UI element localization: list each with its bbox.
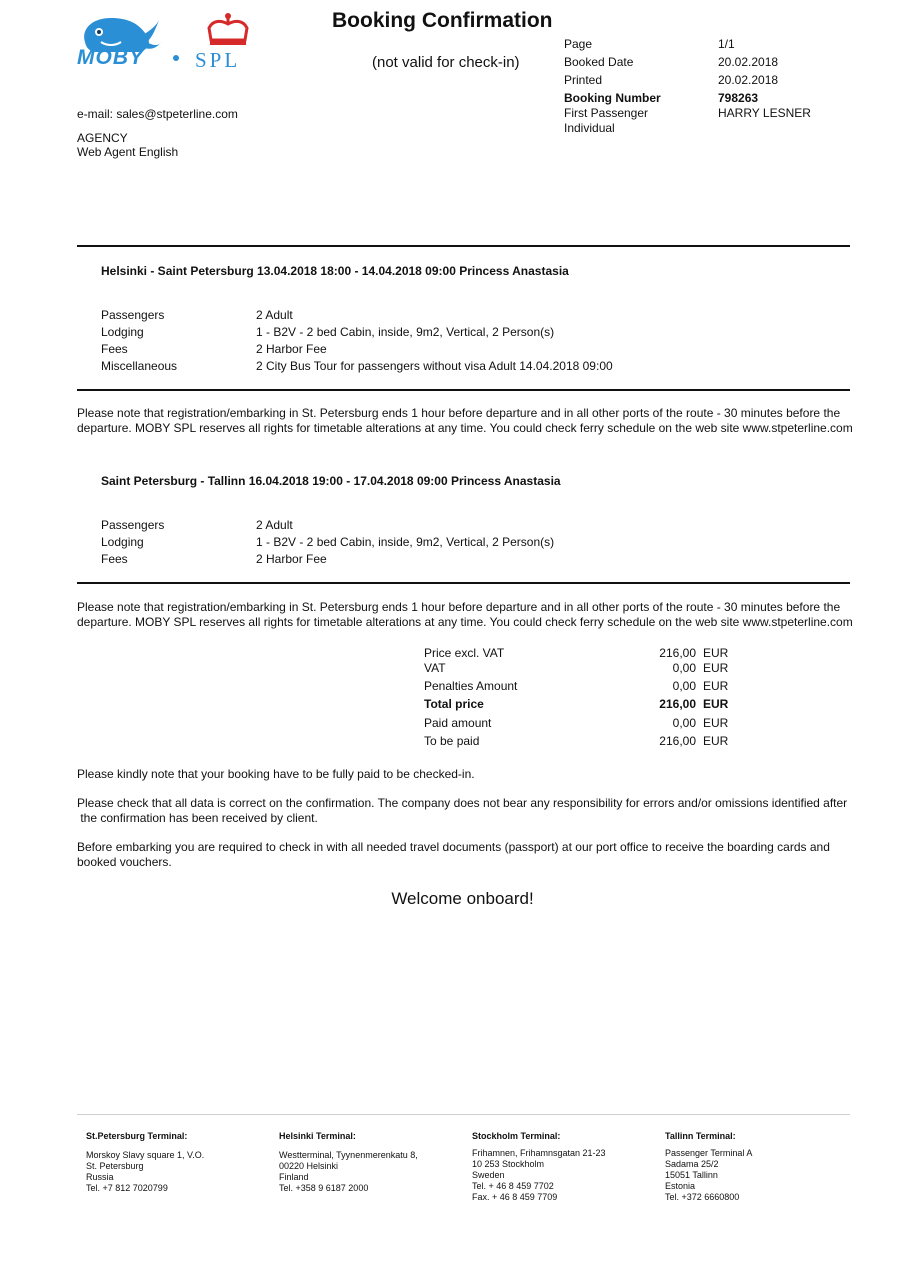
welcome-message: Welcome onboard! — [391, 889, 534, 908]
price-label: Paid amount — [424, 716, 492, 730]
printed-label: Printed — [564, 73, 603, 87]
price-amount: 216,00 — [659, 734, 696, 748]
divider — [77, 582, 850, 584]
total-price-currency: EUR — [703, 697, 729, 711]
footer-divider — [77, 1114, 850, 1115]
moby-logo — [77, 12, 162, 72]
terminal-line: Morskoy Slavy square 1, V.O. — [86, 1150, 205, 1160]
data-check-note — [77, 796, 852, 826]
first-passenger-value: HARRY LESNER — [718, 106, 811, 120]
terminal-line: 15051 Tallinn — [665, 1170, 718, 1180]
row-label: Fees — [101, 342, 128, 356]
terminal-address — [279, 1150, 418, 1194]
booking-number-value: 798263 — [718, 91, 759, 105]
terminal-line: Estonia — [665, 1181, 696, 1191]
price-amount: 0,00 — [672, 716, 696, 730]
total-price-amount: 216,00 — [659, 697, 696, 711]
row-label: Passengers — [101, 308, 165, 322]
terminal-line: Russia — [86, 1172, 114, 1182]
row-label: Miscellaneous — [101, 359, 178, 373]
price-currency: EUR — [703, 716, 729, 730]
row-value: 2 Harbor Fee — [256, 342, 327, 356]
note-line: Before embarking you are required to check in with all needed travel documents (passport) at our port office to receive the boarding cards and — [77, 840, 830, 854]
terminal-title: Stockholm Terminal: — [472, 1131, 561, 1141]
terminal-line: St. Petersburg — [86, 1161, 144, 1171]
note-line: booked vouchers. — [77, 855, 172, 869]
terminal-line: Passenger Terminal A — [665, 1148, 753, 1158]
page-subtitle: (not valid for check-in) — [372, 54, 520, 71]
registration-note — [77, 406, 852, 436]
terminal-line: Westterminal, Tyynenmerenkatu 8, — [279, 1150, 418, 1160]
terminal-title: Helsinki Terminal: — [279, 1131, 356, 1141]
row-value: 2 Harbor Fee — [256, 552, 327, 566]
note-line: the confirmation has been received by client. — [77, 811, 318, 825]
printed-value: 20.02.2018 — [718, 73, 779, 87]
divider — [77, 245, 850, 247]
price-currency: EUR — [703, 734, 729, 748]
row-label: Lodging — [101, 325, 144, 339]
terminal-line: 00220 Helsinki — [279, 1161, 339, 1171]
row-label: Lodging — [101, 535, 144, 549]
terminal-title: Tallinn Terminal: — [665, 1131, 736, 1141]
terminal-line: Tel. + 46 8 459 7702 — [472, 1181, 554, 1191]
note-line: departure. MOBY SPL reserves all rights for timetable alterations at any time. You could check ferry schedule on the web site www.stpeterline.com — [77, 615, 853, 629]
booking-type: Individual — [564, 121, 615, 135]
spl-wordmark: SPL — [195, 48, 241, 72]
price-currency: EUR — [703, 646, 729, 660]
row-label: Passengers — [101, 518, 165, 532]
price-amount: 216,00 — [659, 646, 696, 660]
page-title: Booking Confirmation — [332, 9, 553, 32]
registration-note — [77, 600, 852, 630]
row-value: 2 City Bus Tour for passengers without visa Adult 14.04.2018 09:00 — [256, 359, 613, 373]
moby-wordmark: MOBY — [77, 46, 144, 69]
total-price-label: Total price — [424, 697, 484, 711]
terminal-line: Tel. +372 6660800 — [665, 1192, 740, 1202]
note-line: departure. MOBY SPL reserves all rights for timetable alterations at any time. You could check ferry schedule on the web site www.stpeterline.com — [77, 421, 853, 435]
price-amount: 0,00 — [672, 679, 696, 693]
terminal-line: Tel. +358 9 6187 2000 — [279, 1183, 369, 1193]
agent-name: Web Agent English — [77, 145, 179, 159]
payment-note: Please kindly note that your booking have to be fully paid to be checked-in. — [77, 767, 475, 781]
contact-email: e-mail: sales@stpeterline.com — [77, 107, 238, 121]
booked-date-label: Booked Date — [564, 55, 634, 69]
price-label: Price excl. VAT — [424, 646, 505, 660]
terminal-line: Frihamnen, Frihamnsgatan 21-23 — [472, 1148, 606, 1158]
page-label: Page — [564, 37, 593, 51]
terminal-title: St.Petersburg Terminal: — [86, 1131, 188, 1141]
price-label: Penalties Amount — [424, 679, 518, 693]
terminal-line: Tel. +7 812 7020799 — [86, 1183, 168, 1193]
embark-note — [77, 840, 852, 870]
terminal-line: 10 253 Stockholm — [472, 1159, 545, 1169]
price-currency: EUR — [703, 661, 729, 675]
divider — [77, 389, 850, 391]
row-value: 2 Adult — [256, 308, 293, 322]
separator-dot — [173, 55, 179, 61]
row-value: 1 - B2V - 2 bed Cabin, inside, 9m2, Vertical, 2 Person(s) — [256, 325, 555, 339]
first-passenger-label: First Passenger — [564, 106, 649, 120]
price-label: To be paid — [424, 734, 480, 748]
terminal-address — [86, 1150, 204, 1194]
note-line: Please note that registration/embarking in St. Petersburg ends 1 hour before departure and in all other ports of the route - 30 minutes before the — [77, 600, 841, 614]
row-value: 2 Adult — [256, 518, 293, 532]
terminal-line: Fax. + 46 8 459 7709 — [472, 1192, 558, 1202]
booked-date-value: 20.02.2018 — [718, 55, 779, 69]
page-value: 1/1 — [718, 37, 735, 51]
trip-title: Saint Petersburg - Tallinn 16.04.2018 19:00 - 17.04.2018 09:00 Princess Anastasia — [101, 474, 561, 488]
price-label: VAT — [424, 661, 446, 675]
booking-number-label: Booking Number — [564, 91, 661, 105]
terminal-line: Sadama 25/2 — [665, 1159, 719, 1169]
terminal-address — [472, 1148, 606, 1203]
price-currency: EUR — [703, 679, 729, 693]
row-label: Fees — [101, 552, 128, 566]
price-amount: 0,00 — [672, 661, 696, 675]
terminal-line: Sweden — [472, 1170, 505, 1180]
agency-label: AGENCY — [77, 131, 128, 145]
crown-icon — [195, 12, 265, 48]
trip-title: Helsinki - Saint Petersburg 13.04.2018 18:00 - 14.04.2018 09:00 Princess Anastasia — [101, 264, 569, 278]
note-line: Please check that all data is correct on the confirmation. The company does not bear any responsibility for errors and/or omissions identified after — [77, 796, 848, 810]
terminal-address — [665, 1148, 752, 1203]
note-line: Please note that registration/embarking in St. Petersburg ends 1 hour before departure and in all other ports of the route - 30 minutes before the — [77, 406, 841, 420]
terminal-line: Finland — [279, 1172, 309, 1182]
spl-logo — [195, 12, 265, 72]
row-value: 1 - B2V - 2 bed Cabin, inside, 9m2, Vertical, 2 Person(s) — [256, 535, 555, 549]
